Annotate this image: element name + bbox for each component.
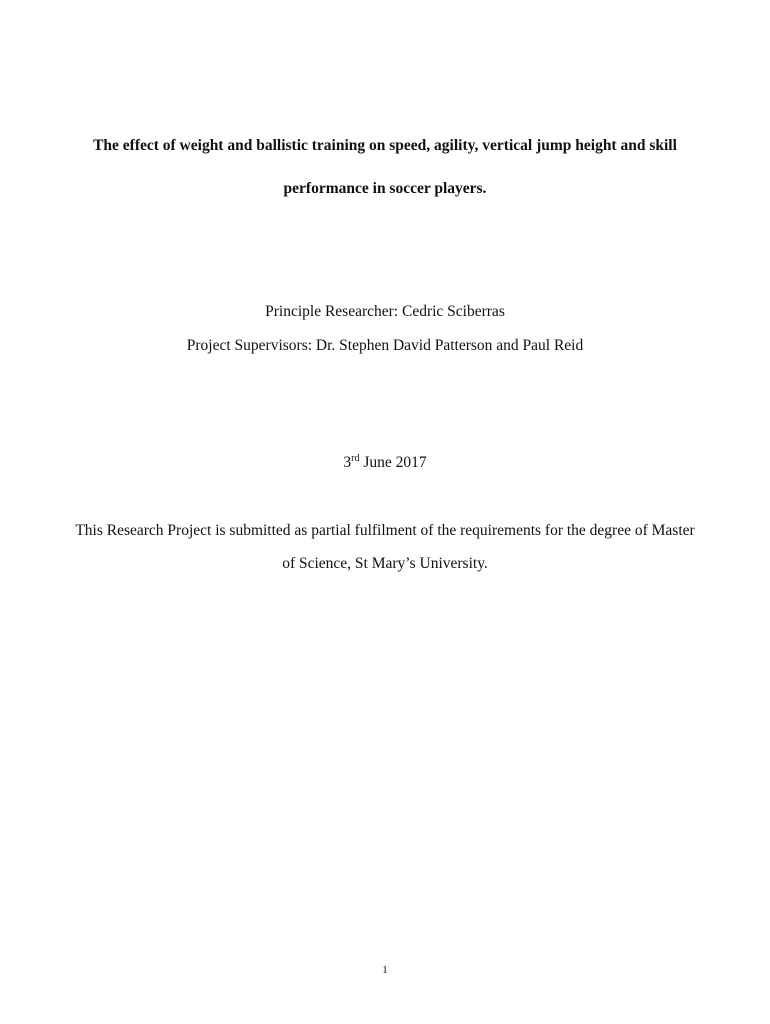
- title-line-1: The effect of weight and ballistic training on speed, agility, vertical jump height and skill: [93, 137, 677, 154]
- submission-statement-line-1: This Research Project is submitted as partial fulfilment of the requirements for the degree of Master: [75, 522, 695, 539]
- page-number: 1: [382, 964, 388, 976]
- date-day: 3: [343, 454, 352, 471]
- title-line-2: performance in soccer players.: [283, 180, 487, 197]
- date-ordinal-suffix: rd: [351, 453, 360, 464]
- submission-date: [0, 454, 770, 472]
- date-month-year: June 2017: [359, 454, 427, 471]
- principal-researcher: Principle Researcher: Cedric Sciberras: [265, 303, 505, 320]
- submission-statement-line-2: of Science, St Mary’s University.: [282, 555, 488, 572]
- project-supervisors: Project Supervisors: Dr. Stephen David Patterson and Paul Reid: [186, 337, 584, 354]
